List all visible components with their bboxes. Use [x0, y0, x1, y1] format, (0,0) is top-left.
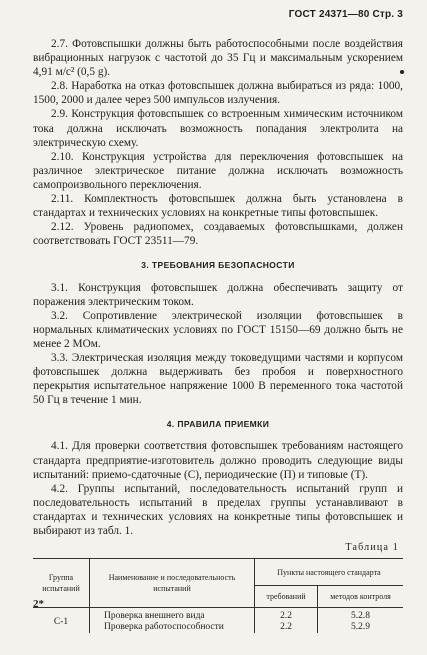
signature-mark: 2* [33, 598, 44, 610]
cell-name: Проверка работоспособности [90, 622, 255, 633]
cell-method: 5.2.8 [351, 611, 370, 622]
paragraph-4-2: 4.2. Группы испытаний, последовательность испытаний групп и последовательность испытаний в пределах группы устанавливают в стандартах и технических условиях на конкретные типы фотовспышек и выбирают из табл. 1. [33, 482, 403, 537]
paragraph-2-10: 2.10. Конструкция устройства для переключения фотовспышек на различное электрическое питание должна исключать возможность самопроизвольного переключения. [33, 150, 403, 191]
paragraph-3-3: 3.3. Электрическая изоляция между токоведущими частями и корпусом фотовспышек должна выдерживать без пробоя и поверхностного перекрытия испытательное напряжение 1000 В переменного тока частотой 50 Гц в течение 1 мин. [33, 351, 403, 407]
test-table [33, 558, 403, 633]
table-row [33, 608, 403, 623]
paragraph-2-12: 2.12. Уровень радиопомех, создаваемых фотовспышками, должен соответствовать ГОСТ 23511—79. [33, 221, 403, 248]
header-name: Наименование и последовательность испытаний [90, 559, 255, 608]
cell-name: Проверка внешнего вида [90, 608, 255, 623]
cell-method: 5.2.9 [351, 622, 370, 633]
paragraph-2-7: 2.7. Фотовспышки должны быть работоспособными после воздействия вибрационных нагрузок с частотой до 35 Гц и максимальным ускорением 4,91 м/с² (0,5 g). [33, 38, 403, 79]
paragraph-2-11: 2.11. Комплектность фотовспышек должна быть установлена в стандартах и технических условиях на конкретные типы фотовспышек. [33, 193, 403, 220]
table-caption: Таблица 1 [345, 542, 399, 554]
cell-group: С-1 [33, 608, 90, 634]
cell-req: 2.2 [255, 622, 318, 633]
cell-req: 2.2 [255, 608, 318, 623]
paragraph-2-9: 2.9. Конструкция фотовспышек со встроенным химическим источником тока должна исключать возможность попадания электролита на электрическую схему. [33, 108, 403, 149]
header-points: Пункты настоящего стандарта [255, 559, 404, 586]
running-head: ГОСТ 24371—80 Стр. 3 [288, 9, 403, 20]
header-group: Группа испытаний [33, 559, 90, 608]
header-requirements: требований [255, 585, 318, 607]
header-methods: методов контроля [318, 585, 404, 607]
section-3-title: 3. ТРЕБОВАНИЯ БЕЗОПАСНОСТИ [141, 260, 295, 271]
section-4-title: 4. ПРАВИЛА ПРИЕМКИ [166, 419, 270, 430]
paragraph-3-2: 3.2. Сопротивление электрической изоляции фотовспышек в нормальных климатических условиях по ГОСТ 15150—69 должно быть не менее 2 МОм. [33, 309, 403, 350]
paragraph-4-1: 4.1. Для проверки соответствия фотовспышек требованиям настоящего стандарта предприятие-изготовитель должно проводить следующие виды испытаний: приемо-сдаточные (С), периодические (П) и типовые (Т). [33, 440, 403, 481]
document-body [33, 37, 403, 633]
paragraph-2-8: 2.8. Наработка на отказ фотовспышек должна выбираться из ряда: 1000, 1500, 2000 и далее через 500 импульсов излучения. [33, 80, 403, 107]
paragraph-3-1: 3.1. Конструкция фотовспышек должна обеспечивать защиту от поражения электрическим током. [33, 281, 403, 308]
